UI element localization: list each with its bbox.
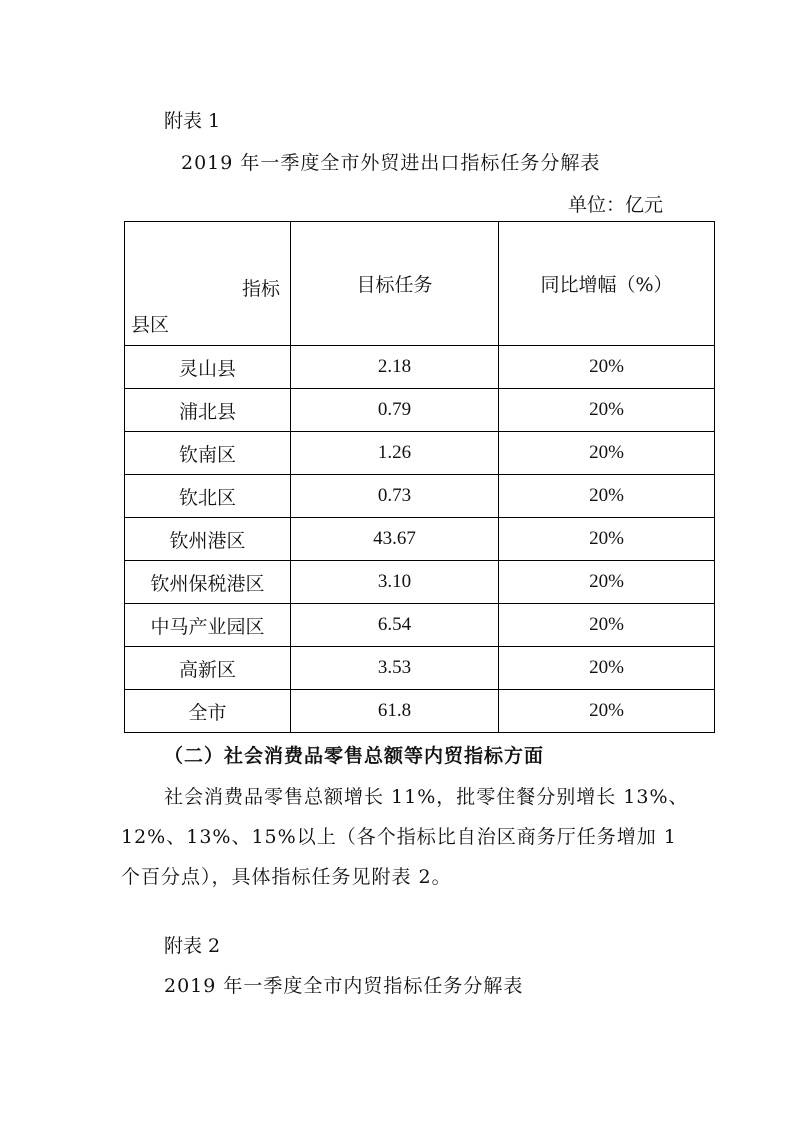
table-row [125,518,715,561]
table-row [125,432,715,475]
section2-paragraph-line2: 12%、13%、15%以上（各个指标比自治区商务厅任务增加 1 [121,826,677,848]
growth-cell: 20% [499,604,715,647]
county-cell: 钦南区 [125,432,291,475]
target-cell: 3.53 [291,647,499,690]
diagonal-header-cell [125,222,291,346]
growth-cell: 20% [499,389,715,432]
target-cell: 0.79 [291,389,499,432]
county-cell: 高新区 [125,647,291,690]
section2-heading: （二）社会消费品零售总额等内贸指标方面 [164,745,545,767]
county-cell: 中马产业园区 [125,604,291,647]
county-cell: 浦北县 [125,389,291,432]
table-header-row [125,222,715,346]
appendix2-title: 2019 年一季度全市内贸指标任务分解表 [164,975,524,997]
table-row [125,647,715,690]
county-cell: 灵山县 [125,346,291,389]
county-cell: 钦州保税港区 [125,561,291,604]
appendix1-title: 2019 年一季度全市外贸进出口指标任务分解表 [181,152,601,174]
section2-paragraph-line3: 个百分点），具体指标任务见附表 2。 [121,866,452,888]
appendix2-label: 附表 2 [164,935,221,957]
indicator-header: 指标 [241,278,280,300]
section2-paragraph-line1: 社会消费品零售总额增长 11%，批零住餐分别增长 13%、 [164,786,689,808]
growth-cell: 20% [499,518,715,561]
table-row [125,389,715,432]
target-cell: 61.8 [291,690,499,733]
growth-cell: 20% [499,346,715,389]
growth-cell: 20% [499,690,715,733]
target-cell: 0.73 [291,475,499,518]
target-cell: 6.54 [291,604,499,647]
target-cell: 2.18 [291,346,499,389]
table-row [125,561,715,604]
county-cell: 钦州港区 [125,518,291,561]
growth-cell: 20% [499,561,715,604]
target-column-header: 目标任务 [291,222,499,346]
table-total-row [125,690,715,733]
target-cell: 3.10 [291,561,499,604]
growth-cell: 20% [499,432,715,475]
target-cell: 43.67 [291,518,499,561]
county-cell: 全市 [125,690,291,733]
county-header: 县区 [131,314,170,336]
table-row [125,604,715,647]
growth-column-header: 同比增幅（%） [499,222,715,346]
county-cell: 钦北区 [125,475,291,518]
export-import-task-table [124,221,715,733]
growth-cell: 20% [499,647,715,690]
table-row [125,475,715,518]
unit-label: 单位：亿元 [568,194,664,216]
appendix1-label: 附表 1 [164,110,221,132]
target-cell: 1.26 [291,432,499,475]
table-row [125,346,715,389]
growth-cell: 20% [499,475,715,518]
